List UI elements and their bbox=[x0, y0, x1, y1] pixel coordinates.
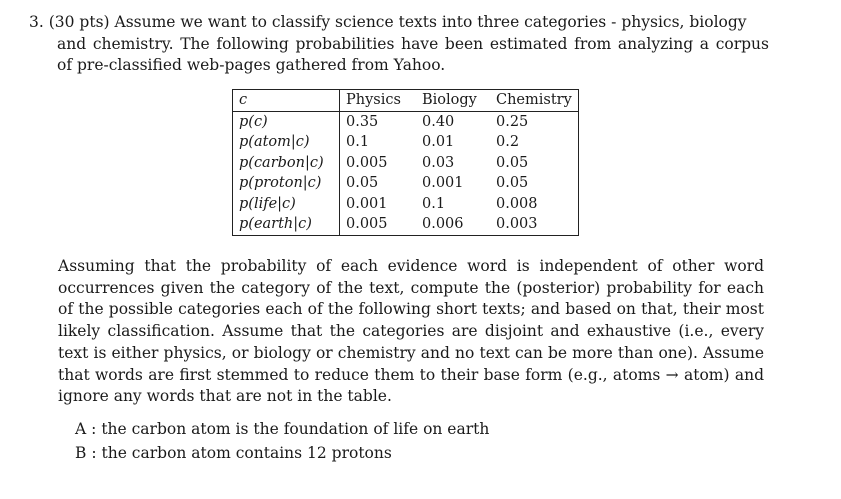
cell-physics: 0.005 bbox=[346, 154, 388, 171]
cell-biology: 0.001 bbox=[422, 175, 464, 192]
table-row bbox=[233, 194, 578, 215]
cell-physics: 0.001 bbox=[346, 195, 388, 212]
question-text-line1: (30 pts) Assume we want to classify science texts into three categories - physics, biology bbox=[48, 13, 747, 31]
cell-biology: 0.40 bbox=[422, 113, 455, 130]
header-biology: Biology bbox=[416, 90, 490, 111]
table-row bbox=[233, 111, 578, 132]
row-label: p(carbon|c) bbox=[233, 153, 340, 174]
cell-chemistry: 0.25 bbox=[496, 113, 529, 130]
cell-physics: 0.005 bbox=[346, 216, 388, 233]
header-chemistry: Chemistry bbox=[490, 90, 578, 111]
probability-table bbox=[232, 89, 579, 236]
cell-chemistry: 0.05 bbox=[496, 175, 529, 192]
cell-physics: 0.35 bbox=[346, 113, 379, 130]
table-header-row bbox=[233, 90, 578, 111]
question-text-rest: and chemistry. The following probabilities have been estimated from analyzing a corpus of pre-classified web-pages gathered from Yahoo. bbox=[57, 34, 769, 74]
cell-chemistry: 0.008 bbox=[496, 195, 538, 212]
example-b bbox=[75, 444, 392, 462]
example-text: the carbon atom is the foundation of life on earth bbox=[101, 420, 490, 438]
header-category: c bbox=[233, 90, 340, 111]
row-label: p(life|c) bbox=[233, 194, 340, 215]
cell-chemistry: 0.2 bbox=[496, 134, 520, 151]
row-label: p(earth|c) bbox=[233, 214, 340, 235]
cell-biology: 0.006 bbox=[422, 216, 464, 233]
cell-chemistry: 0.003 bbox=[496, 216, 538, 233]
example-separator: : bbox=[91, 420, 97, 438]
cell-biology: 0.1 bbox=[422, 195, 446, 212]
example-label: A bbox=[75, 420, 87, 438]
example-a bbox=[75, 420, 489, 438]
cell-biology: 0.03 bbox=[422, 154, 455, 171]
example-separator: : bbox=[91, 444, 97, 462]
question-header bbox=[29, 12, 769, 77]
table-row bbox=[233, 214, 578, 235]
row-label: p(proton|c) bbox=[233, 173, 340, 194]
table-row bbox=[233, 132, 578, 153]
example-label: B bbox=[75, 444, 87, 462]
row-label: p(c) bbox=[233, 111, 340, 132]
cell-physics: 0.1 bbox=[346, 134, 370, 151]
row-label: p(atom|c) bbox=[233, 132, 340, 153]
table-row bbox=[233, 153, 578, 174]
table-row bbox=[233, 173, 578, 194]
instructions-paragraph: Assuming that the probability of each evidence word is independent of other word occurrences given the category of the text, compute the (posterior) probability for each of the possible categories each of the following short texts; and based on that, their most likely classification. Assume that the categories are disjoint and exhaustive (i.e., every text is either physics, or biology or chemistry and no text can be more than one). Assume that words are first stemmed to reduce them to their base form (e.g., atoms → atom) and ignore any words that are not in the table. bbox=[58, 257, 764, 406]
example-text: the carbon atom contains 12 protons bbox=[101, 444, 392, 462]
cell-biology: 0.01 bbox=[422, 134, 455, 151]
question-number: 3. bbox=[29, 13, 44, 31]
cell-physics: 0.05 bbox=[346, 175, 379, 192]
header-physics: Physics bbox=[340, 90, 417, 111]
cell-chemistry: 0.05 bbox=[496, 154, 529, 171]
